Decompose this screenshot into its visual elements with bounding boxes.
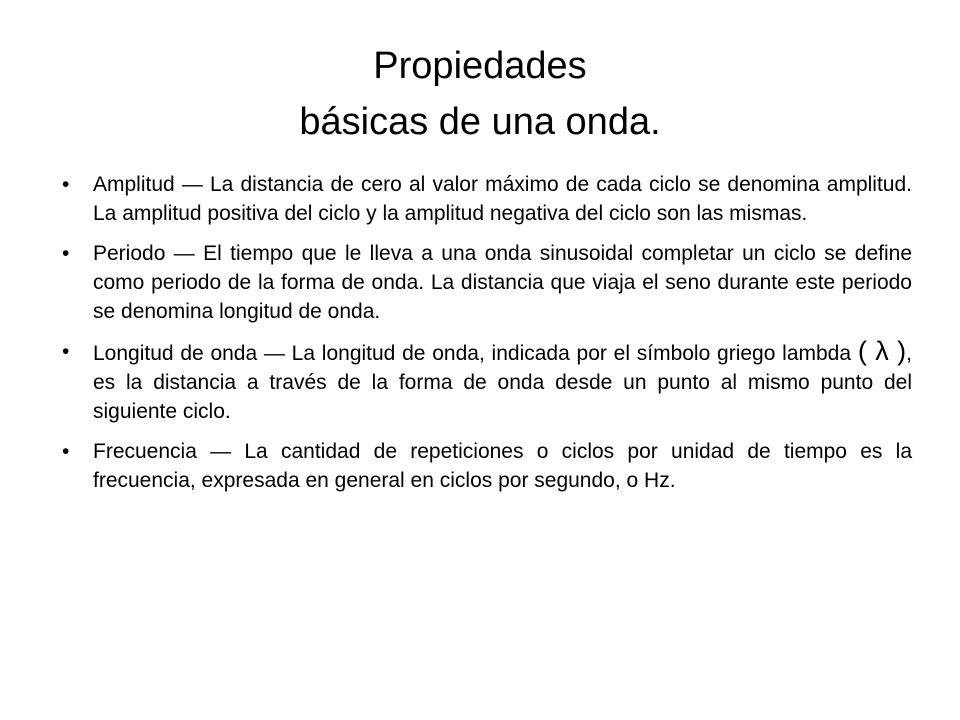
title-line-1: Propiedades [373,45,587,87]
bullet-periodo [62,239,912,326]
bullet-marker: • [62,340,70,363]
bullet-marker: • [62,242,70,265]
bullet-text: Amplitud — La distancia de cero al valor máximo de cada ciclo se denomina amplitud. La amplitud positiva del ciclo y la amplitud negativa del ciclo son las mismas. [93,173,912,225]
bullet-text: Frecuencia — La cantidad de repeticiones o ciclos por unidad de tiempo es la frecuencia, expresada en general en ciclos por segundo, o Hz. [93,440,912,492]
title-line-2: básicas de una onda. [299,101,661,143]
bullet-amplitud [62,170,912,228]
lambda-symbol: ( λ ) [857,336,907,366]
bullet-marker: • [62,173,70,196]
bullet-list [62,170,912,506]
bullet-text-before: Longitud de onda — La longitud de onda, indicada por el símbolo griego lambda [93,342,858,365]
bullet-longitud-de-onda [62,337,912,426]
bullet-frecuencia [62,437,912,495]
slide-title [80,38,880,150]
bullet-text-after: , es la distancia a través de la forma de onda desde un punto al mismo punto del siguiente ciclo. [93,342,912,423]
bullet-text: Periodo — El tiempo que le lleva a una onda sinusoidal completar un ciclo se define como periodo de la forma de onda. La distancia que viaja el seno durante este periodo se denomina longitud de onda. [93,242,912,323]
bullet-marker: • [62,440,70,463]
